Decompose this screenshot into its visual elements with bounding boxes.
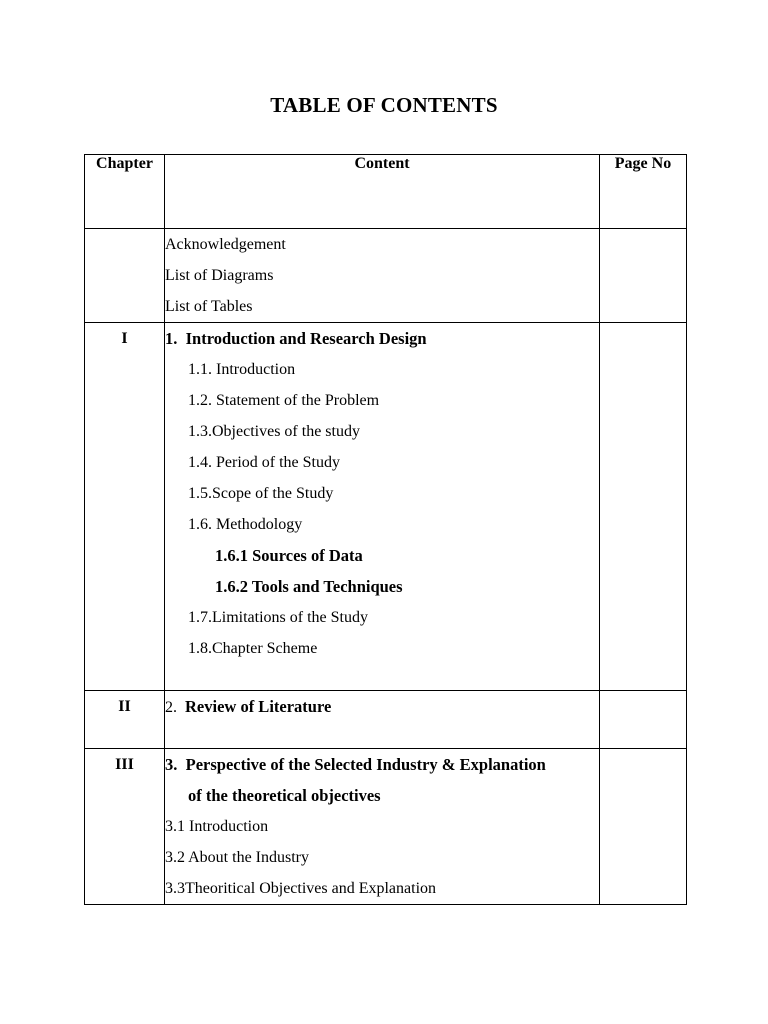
chapter-content-cell [165, 323, 600, 691]
front-matter-page-cell [600, 229, 687, 323]
section-item: 1.1. Introduction [188, 361, 296, 378]
section-item: 1.3.Objectives of the study [188, 423, 360, 440]
section-item: 1.8.Chapter Scheme [188, 640, 318, 657]
chapter-heading-title: Review of Literature [185, 697, 332, 716]
chapter-heading-number: 1. [165, 329, 178, 348]
chapter-number-cell [85, 749, 165, 905]
section-item: 1.4. Period of the Study [188, 454, 340, 471]
chapter-roman: II [118, 698, 131, 715]
front-matter-item: List of Diagrams [165, 267, 274, 284]
chapter-page-cell [600, 691, 687, 749]
section-item: 1.6. Methodology [188, 516, 303, 533]
spacer [165, 664, 599, 690]
section-item: 1.2. Statement of the Problem [188, 392, 380, 409]
page-title: TABLE OF CONTENTS [270, 93, 498, 117]
page-no-header: Page No [600, 155, 687, 229]
section-item: 3.1 Introduction [165, 818, 269, 835]
chapter-page-cell [600, 749, 687, 905]
header-row [85, 155, 687, 229]
chapter-heading-number: 3. [165, 755, 178, 774]
chapter-heading-number: 2. [165, 699, 177, 716]
chapter-number-cell [85, 691, 165, 749]
chapter-heading [165, 323, 599, 354]
front-matter-item: List of Tables [165, 298, 253, 315]
chapter-row [85, 323, 687, 691]
subsection-item: 1.6.2 Tools and Techniques [215, 577, 403, 596]
chapter-heading [165, 691, 599, 722]
chapter-content-cell [165, 749, 600, 905]
section-item: 3.3Theoritical Objectives and Explanation [165, 880, 437, 897]
toc-table [84, 154, 687, 905]
chapter-row [85, 691, 687, 749]
front-matter-content-cell [165, 229, 600, 323]
section-item: 3.2 About the Industry [165, 849, 309, 866]
chapter-heading-title: Introduction and Research Design [185, 329, 427, 348]
front-matter-chapter-cell [85, 229, 165, 323]
chapter-number-cell [85, 323, 165, 691]
content-header: Content [165, 155, 600, 229]
chapter-roman: III [115, 756, 134, 773]
chapter-heading-continuation: of the theoretical objectives [188, 786, 381, 805]
subsection-item: 1.6.1 Sources of Data [215, 546, 363, 565]
front-matter-item: Acknowledgement [165, 236, 286, 253]
chapter-page-cell [600, 323, 687, 691]
chapter-content-cell [165, 691, 600, 749]
chapter-heading [165, 749, 599, 780]
chapter-roman: I [121, 330, 128, 347]
section-item: 1.5.Scope of the Study [188, 485, 334, 502]
spacer [165, 722, 599, 748]
chapter-heading-title: Perspective of the Selected Industry & Explanation [185, 755, 546, 774]
section-item: 1.7.Limitations of the Study [188, 609, 368, 626]
chapter-row [85, 749, 687, 905]
chapter-header: Chapter [85, 155, 165, 229]
front-matter-row [85, 229, 687, 323]
